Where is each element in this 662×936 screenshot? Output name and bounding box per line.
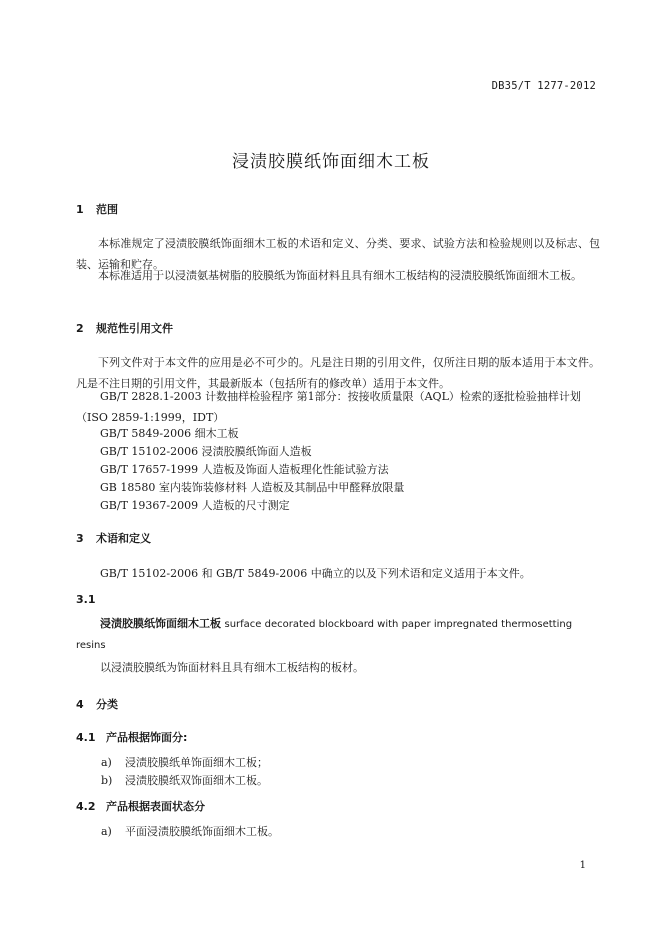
list-item-text: 浸渍胶膜纸单饰面细木工板； <box>125 756 268 769</box>
reference-item: GB/T 5849-2006 细木工板 <box>100 427 239 440</box>
section-3-heading <box>76 530 151 546</box>
list-item <box>101 772 268 788</box>
section-title: 范围 <box>96 203 118 216</box>
section-number: 2 <box>76 322 84 335</box>
section-title: 分类 <box>96 698 118 711</box>
subsection-number: 4.1 <box>76 731 96 744</box>
list-item-label: b) <box>101 774 113 787</box>
reference-item: GB/T 2828.1-2003 计数抽样检验程序 第1部分：按接收质量限（AQL）检索的逐批检验抽样计划（ISO 2859-1:1999，IDT） <box>76 390 581 424</box>
document-number: DB35/T 1277-2012 <box>491 80 596 92</box>
subsection-title: 产品根据饰面分: <box>106 731 188 744</box>
section-1-paragraph-1: 本标准规定了浸渍胶膜纸饰面细木工板的术语和定义、分类、要求、试验方法和检验规则以及标志、包装、运输和贮存。 <box>76 237 600 271</box>
subsection-4-2-heading <box>76 798 205 814</box>
section-1-paragraph-2: 本标准适用于以浸渍氨基树脂的胶膜纸为饰面材料且具有细木工板结构的浸渍胶膜纸饰面细木工板。 <box>98 269 582 282</box>
term-definition: 以浸渍胶膜纸为饰面材料且具有细木工板结构的板材。 <box>100 661 364 674</box>
reference-item: GB/T 15102-2006 浸渍胶膜纸饰面人造板 <box>100 445 312 458</box>
section-2-heading <box>76 320 173 336</box>
section-number: 4 <box>76 698 84 711</box>
subsection-3-1-number: 3.1 <box>76 593 96 606</box>
page-number: 1 <box>579 860 586 871</box>
reference-item: GB 18580 室内装饰装修材料 人造板及其制品中甲醛释放限量 <box>100 481 405 494</box>
section-number: 1 <box>76 203 84 216</box>
list-item <box>101 754 268 770</box>
section-number: 3 <box>76 532 84 545</box>
section-1-heading <box>76 201 118 217</box>
term-english: surface decorated blockboard with paper impregnated thermosetting resins <box>76 619 573 651</box>
section-2-intro: 下列文件对于本文件的应用是必不可少的。凡是注日期的引用文件，仅所注日期的版本适用于本文件。凡是不注日期的引用文件，其最新版本（包括所有的修改单）适用于本文件。 <box>76 356 600 390</box>
subsection-4-1-heading <box>76 729 187 745</box>
list-item <box>101 823 279 839</box>
list-item-text: 平面浸渍胶膜纸饰面细木工板。 <box>125 825 279 838</box>
reference-item: GB/T 17657-1999 人造板及饰面人造板理化性能试验方法 <box>100 463 389 476</box>
section-title: 规范性引用文件 <box>96 322 173 335</box>
list-item-text: 浸渍胶膜纸双饰面细木工板。 <box>125 774 268 787</box>
subsection-number: 4.2 <box>76 800 96 813</box>
page-title: 浸渍胶膜纸饰面细木工板 <box>232 152 430 172</box>
term-entry <box>76 614 602 656</box>
section-3-intro: GB/T 15102-2006 和 GB/T 5849-2006 中确立的以及下列术语和定义适用于本文件。 <box>100 567 531 580</box>
term-chinese: 浸渍胶膜纸饰面细木工板 <box>100 617 221 630</box>
subsection-title: 产品根据表面状态分 <box>106 800 205 813</box>
list-item-label: a) <box>101 756 112 769</box>
section-4-heading <box>76 696 118 712</box>
reference-item: GB/T 19367-2009 人造板的尺寸测定 <box>100 499 290 512</box>
list-item-label: a) <box>101 825 112 838</box>
section-title: 术语和定义 <box>96 532 151 545</box>
